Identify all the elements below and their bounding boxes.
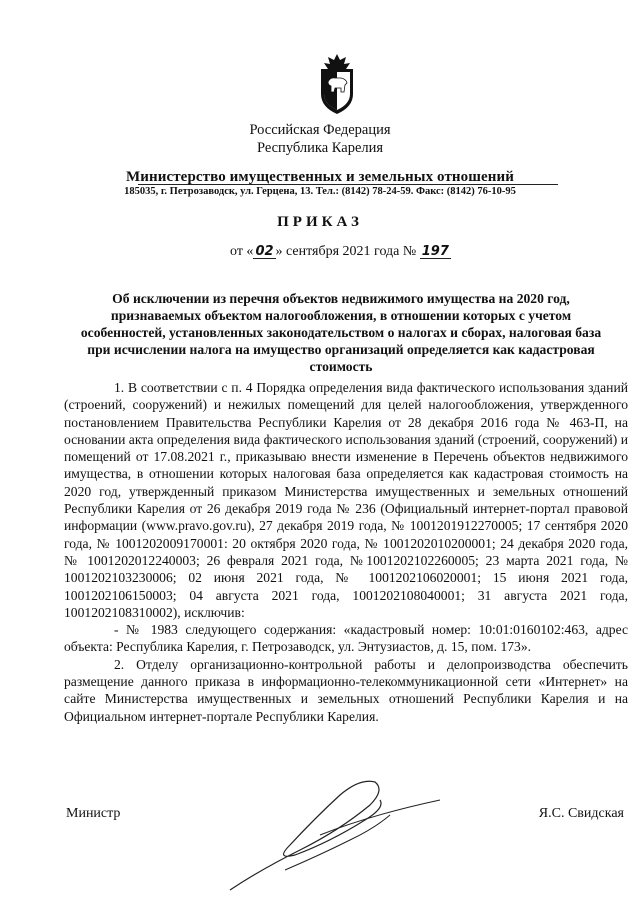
region-name: Республика Карелия [256, 140, 384, 156]
ministry-address: 185035, г. Петрозаводск, ул. Герцена, 13. Тел.: (8142) 78-24-59. Факс: (8142) 76-10-95 [124, 186, 516, 197]
ministry-name: Министерство имущественных и земельных отношений [125, 169, 515, 185]
paragraph-2: 2. Отделу организационно-контрольной работы и делопроизводства обеспечить размещение данного приказа в информационно-телекоммуникационной сети «Интернет» на сайте Министерства имущественных и земельных отношений Республики Карелия и на Официальном интернет-портале Республики Карелия. [64, 656, 628, 724]
paragraph-1: 1. В соответствии с п. 4 Порядка определения вида фактического использования зданий (строений, сооружений) и нежилых помещений для целей налогообложения, утвержденного постановлением Правительства Республики Карелия от 28 декабря 2016 года № 463-П, на основании акта определения вида фактического использования зданий (строений, сооружений) и помещений от 17.08.2021 г., приказываю внести изменение в Перечень объектов недвижимого имущества, в отношении которых налоговая база определяется как кадастровая стоимость на 2020 год, утвержденный приказом Министерства имущественных и земельных отношений Республики Карелия от 26 декабря 2019 года № 236 (Официальный интернет-портал правовой информации (www.pravo.gov.ru), 27 декабря 2019 года, № 1001201912270005; 17 сентября 2020 года, № 1001202009170001: 20 октября 2020 года, № 1001202010200001; 24 декабря 2020 года, № 1001202012240003; 26 февраля 2021 года, №1001202102260005; 23 марта 2021 года, № 1001202103230006; 02 июня 2021 года, № 1001202106020001; 15 июня 2021 года, 1001202106150003; 04 августа 2021 года, 1001202108040001; 31 августа 2021 года, 1001202108310002), исключив: [64, 380, 628, 620]
order-body [64, 379, 628, 725]
karelia-coat-of-arms-icon [316, 52, 358, 116]
order-day: 02 [255, 244, 274, 259]
handwritten-signature-icon [200, 760, 460, 900]
country-name: Российская Федерация [249, 122, 391, 138]
order-title: Об исключении из перечня объектов недвижимого имущества на 2020 год, признаваемых объектом налогообложения, в отношении которых с учетом особенностей, установленных законодательством о налогах и сборах, налоговая база при исчислении налога на имущество организаций определяется как кадастровая стоимость [80, 291, 602, 374]
paragraph-exclusion-item: - № 1983 следующего содержания: «кадастровый номер: 10:01:0160102:463, адрес объекта: Республика Карелия, г. Петрозаводск, ул. Энтузиастов, д. 15, пом. 173». [64, 622, 628, 655]
order-number: 197 [421, 244, 449, 259]
document-type: ПРИКАЗ [277, 214, 363, 230]
date-middle: » сентября 2021 года № [275, 244, 417, 259]
signatory-position: Министр [66, 806, 121, 821]
signatory-name: Я.С. Свидская [538, 806, 624, 821]
order-date-line [230, 243, 451, 261]
date-prefix: от « [230, 244, 254, 259]
